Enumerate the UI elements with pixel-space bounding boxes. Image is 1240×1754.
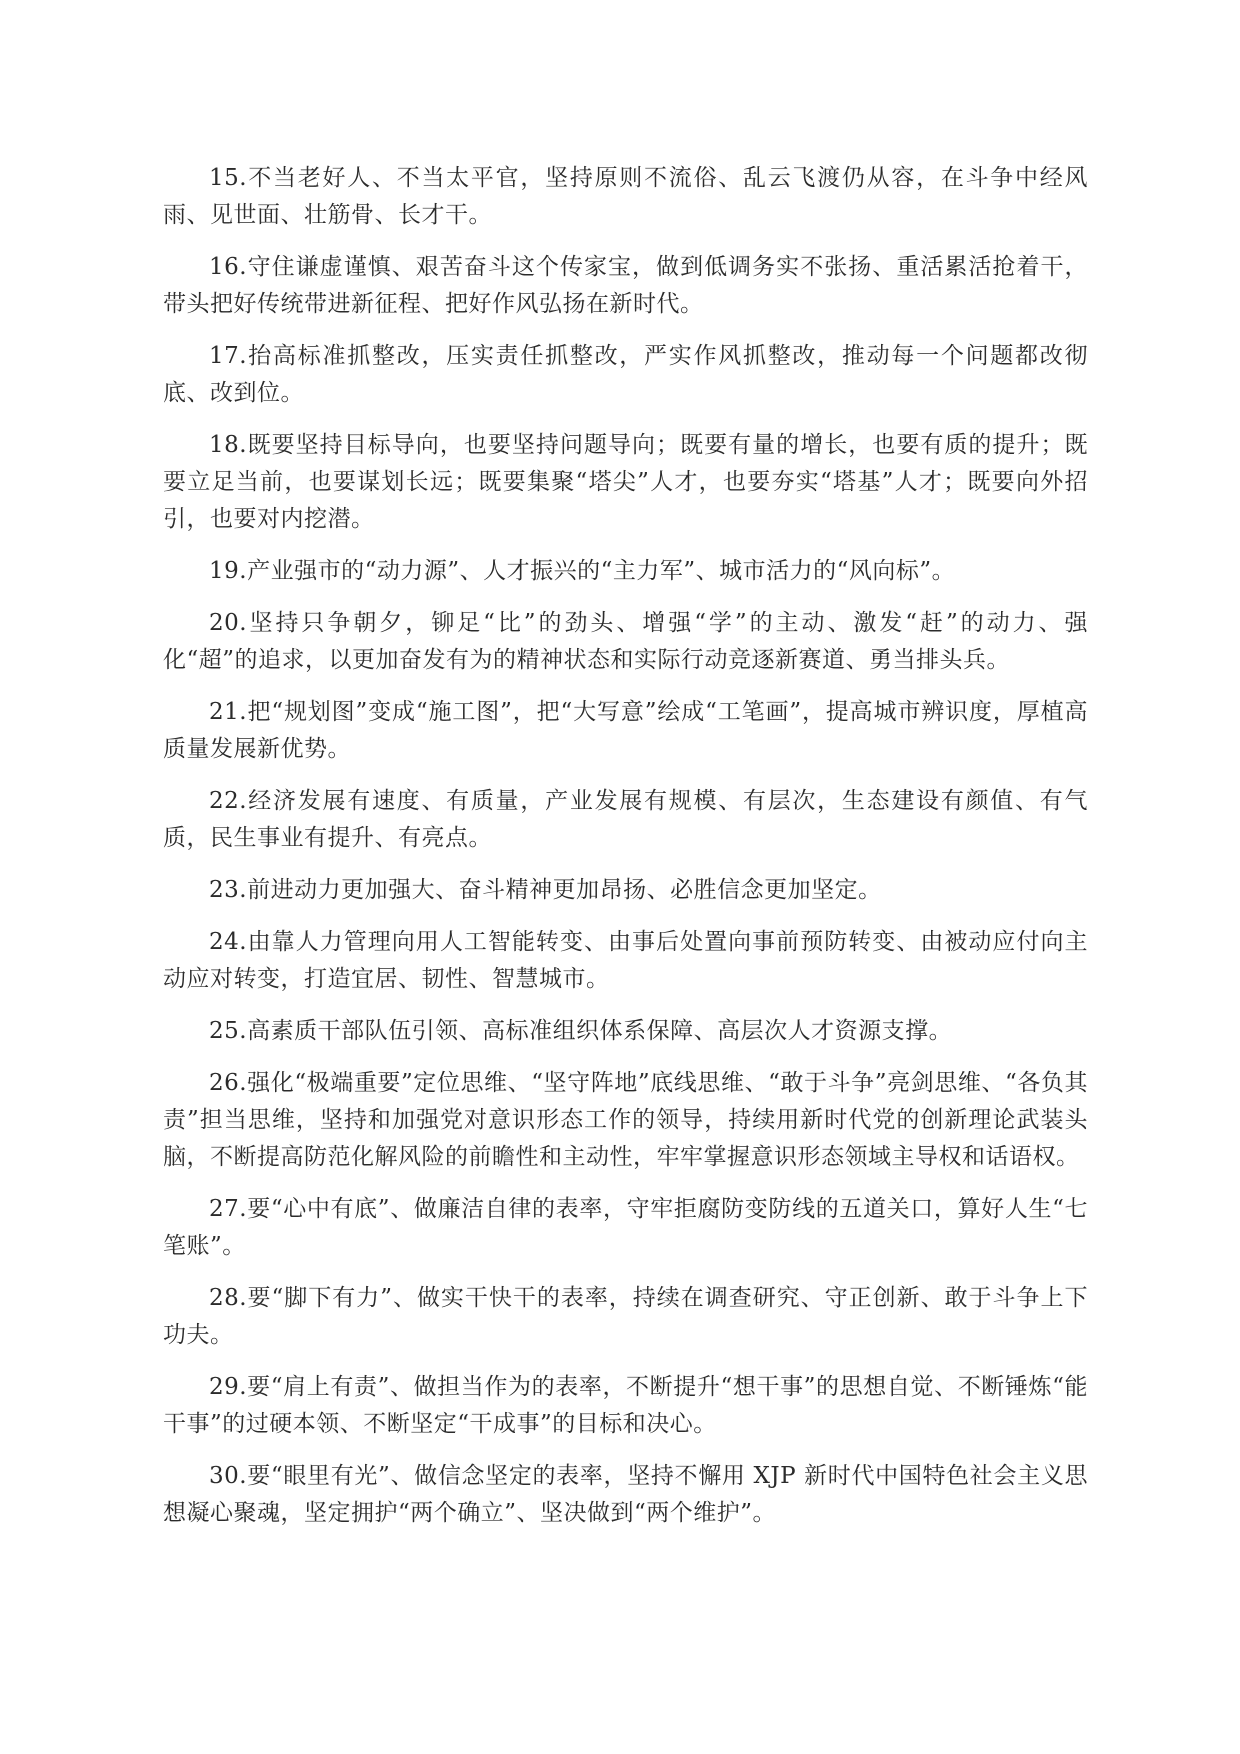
list-item: 23.前进动力更加强大、奋斗精神更加昂扬、必胜信念更加坚定。 bbox=[209, 877, 882, 903]
list-item: 21.把“规划图”变成“施工图”，把“大写意”绘成“工笔画”，提高城市辨识度，厚植高质量发展新优势。 bbox=[163, 699, 1088, 762]
list-item: 26.强化“极端重要”定位思维、“坚守阵地”底线思维、“敢于斗争”亮剑思维、“各负其责”担当思维，坚持和加强党对意识形态工作的领导，持续用新时代党的创新理论武装头脑，不断提高防范化解风险的前瞻性和主动性，牢牢掌握意识形态领域主导权和话语权。 bbox=[163, 1070, 1088, 1170]
list-item: 20.坚持只争朝夕，铆足“比”的劲头、增强“学”的主动、激发“赶”的动力、强化“超”的追求，以更加奋发有为的精神状态和实际行动竞逐新赛道、勇当排头兵。 bbox=[163, 610, 1088, 673]
list-item: 17.抬高标准抓整改，压实责任抓整改，严实作风抓整改，推动每一个问题都改彻底、改到位。 bbox=[163, 343, 1088, 406]
list-item: 19.产业强市的“动力源”、人才振兴的“主力军”、城市活力的“风向标”。 bbox=[209, 558, 956, 584]
list-item: 24.由靠人力管理向用人工智能转变、由事后处置向事前预防转变、由被动应付向主动应对转变，打造宜居、韧性、智慧城市。 bbox=[163, 929, 1088, 992]
list-item: 29.要“肩上有责”、做担当作为的表率，不断提升“想干事”的思想自觉、不断锤炼“能干事”的过硬本领、不断坚定“干成事”的目标和决心。 bbox=[163, 1374, 1088, 1437]
list-item: 22.经济发展有速度、有质量，产业发展有规模、有层次，生态建设有颜值、有气质，民生事业有提升、有亮点。 bbox=[163, 788, 1088, 851]
list-item: 16.守住谦虚谨慎、艰苦奋斗这个传家宝，做到低调务实不张扬、重活累活抢着干，带头把好传统带进新征程、把好作风弘扬在新时代。 bbox=[163, 254, 1088, 317]
document-body bbox=[163, 160, 1088, 1547]
list-item: 28.要“脚下有力”、做实干快干的表率，持续在调查研究、守正创新、敢于斗争上下功夫。 bbox=[163, 1285, 1088, 1348]
list-item: 25.高素质干部队伍引领、高标准组织体系保障、高层次人才资源支撑。 bbox=[209, 1018, 953, 1044]
list-item: 18.既要坚持目标导向，也要坚持问题导向；既要有量的增长，也要有质的提升；既要立足当前，也要谋划长远；既要集聚“塔尖”人才，也要夯实“塔基”人才；既要向外招引，也要对内挖潜。 bbox=[163, 432, 1088, 532]
list-item: 27.要“心中有底”、做廉洁自律的表率，守牢拒腐防变防线的五道关口，算好人生“七笔账”。 bbox=[163, 1196, 1088, 1259]
list-item: 30.要“眼里有光”、做信念坚定的表率，坚持不懈用 XJP 新时代中国特色社会主义思想凝心聚魂，坚定拥护“两个确立”、坚决做到“两个维护”。 bbox=[163, 1463, 1088, 1526]
list-item: 15.不当老好人、不当太平官，坚持原则不流俗、乱云飞渡仍从容，在斗争中经风雨、见世面、壮筋骨、长才干。 bbox=[163, 165, 1088, 228]
